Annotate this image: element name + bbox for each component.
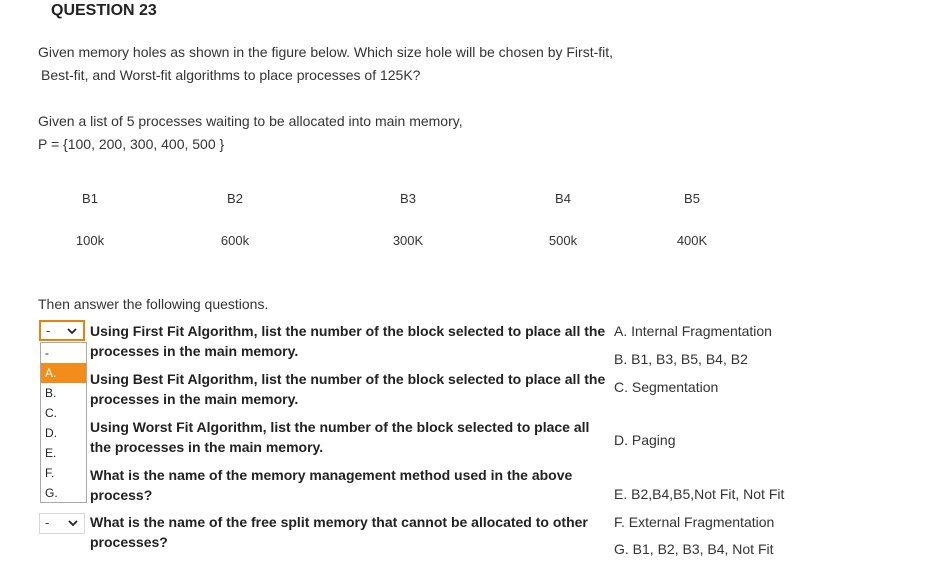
block-name: B5	[684, 191, 700, 206]
block-name: B3	[400, 191, 416, 206]
dropdown-option[interactable]: C.	[45, 406, 57, 420]
process-list-intro: Given a list of 5 processes waiting to be allocated into main memory,	[38, 113, 463, 129]
block-size: 300K	[392, 233, 424, 248]
dropdown-option[interactable]: B.	[45, 386, 57, 400]
chevron-down-icon	[67, 327, 77, 335]
question-title: QUESTION 23	[51, 2, 157, 19]
block-size: 500k	[548, 233, 578, 248]
instructions: Then answer the following questions.	[38, 296, 269, 312]
answer-choice-f: F. External Fragmentation	[614, 514, 775, 530]
answer-choice-c: C. Segmentation	[614, 379, 719, 395]
answer-select-5[interactable]	[39, 513, 85, 534]
answer-dropdown-list[interactable]	[40, 342, 87, 503]
dropdown-option-selected[interactable]: A.	[41, 363, 86, 383]
answer-choice-d: D. Paging	[614, 432, 676, 448]
matching-question-4: What is the name of the memory management method used in the above process?	[90, 467, 573, 503]
block-name: B1	[82, 191, 98, 206]
matching-question-5: What is the name of the free split memory that cannot be allocated to other processes?	[90, 514, 588, 550]
process-list: P = {100, 200, 300, 400, 500 }	[38, 136, 225, 152]
block-size: 100k	[75, 233, 105, 248]
block-name: B4	[555, 191, 571, 206]
select-value: -	[46, 323, 51, 338]
matching-question-1: Using First Fit Algorithm, list the number of the block selected to place all the processes in the main memory.	[90, 323, 606, 359]
dropdown-option[interactable]: D.	[45, 426, 57, 440]
answer-choice-g: G. B1, B2, B3, B4, Not Fit	[614, 541, 774, 557]
matching-question-3: Using Worst Fit Algorithm, list the number of the block selected to place all the processes in the main memory.	[90, 419, 590, 455]
dropdown-option[interactable]: G.	[45, 486, 58, 500]
block-size: 400K	[676, 233, 708, 248]
intro-line-1: Given memory holes as shown in the figure below. Which size hole will be chosen by First-fit,	[38, 44, 614, 60]
block-size: 600k	[220, 233, 250, 248]
intro-line-2: Best-fit, and Worst-fit algorithms to place processes of 125K?	[41, 67, 421, 83]
chevron-down-icon	[68, 519, 78, 527]
select-value: -	[45, 515, 50, 530]
answer-choice-b: B. B1, B3, B5, B4, B2	[614, 351, 748, 367]
dropdown-option[interactable]: -	[45, 346, 49, 360]
answer-choice-e: E. B2,B4,B5,Not Fit, Not Fit	[614, 486, 785, 502]
matching-question-2: Using Best Fit Algorithm, list the number of the block selected to place all the processes in the main memory.	[90, 371, 606, 407]
answer-choice-a: A. Internal Fragmentation	[614, 323, 772, 339]
block-name: B2	[227, 191, 243, 206]
answer-select-1[interactable]	[39, 320, 85, 341]
dropdown-option[interactable]: F.	[45, 466, 55, 480]
dropdown-option[interactable]: E.	[45, 446, 57, 460]
